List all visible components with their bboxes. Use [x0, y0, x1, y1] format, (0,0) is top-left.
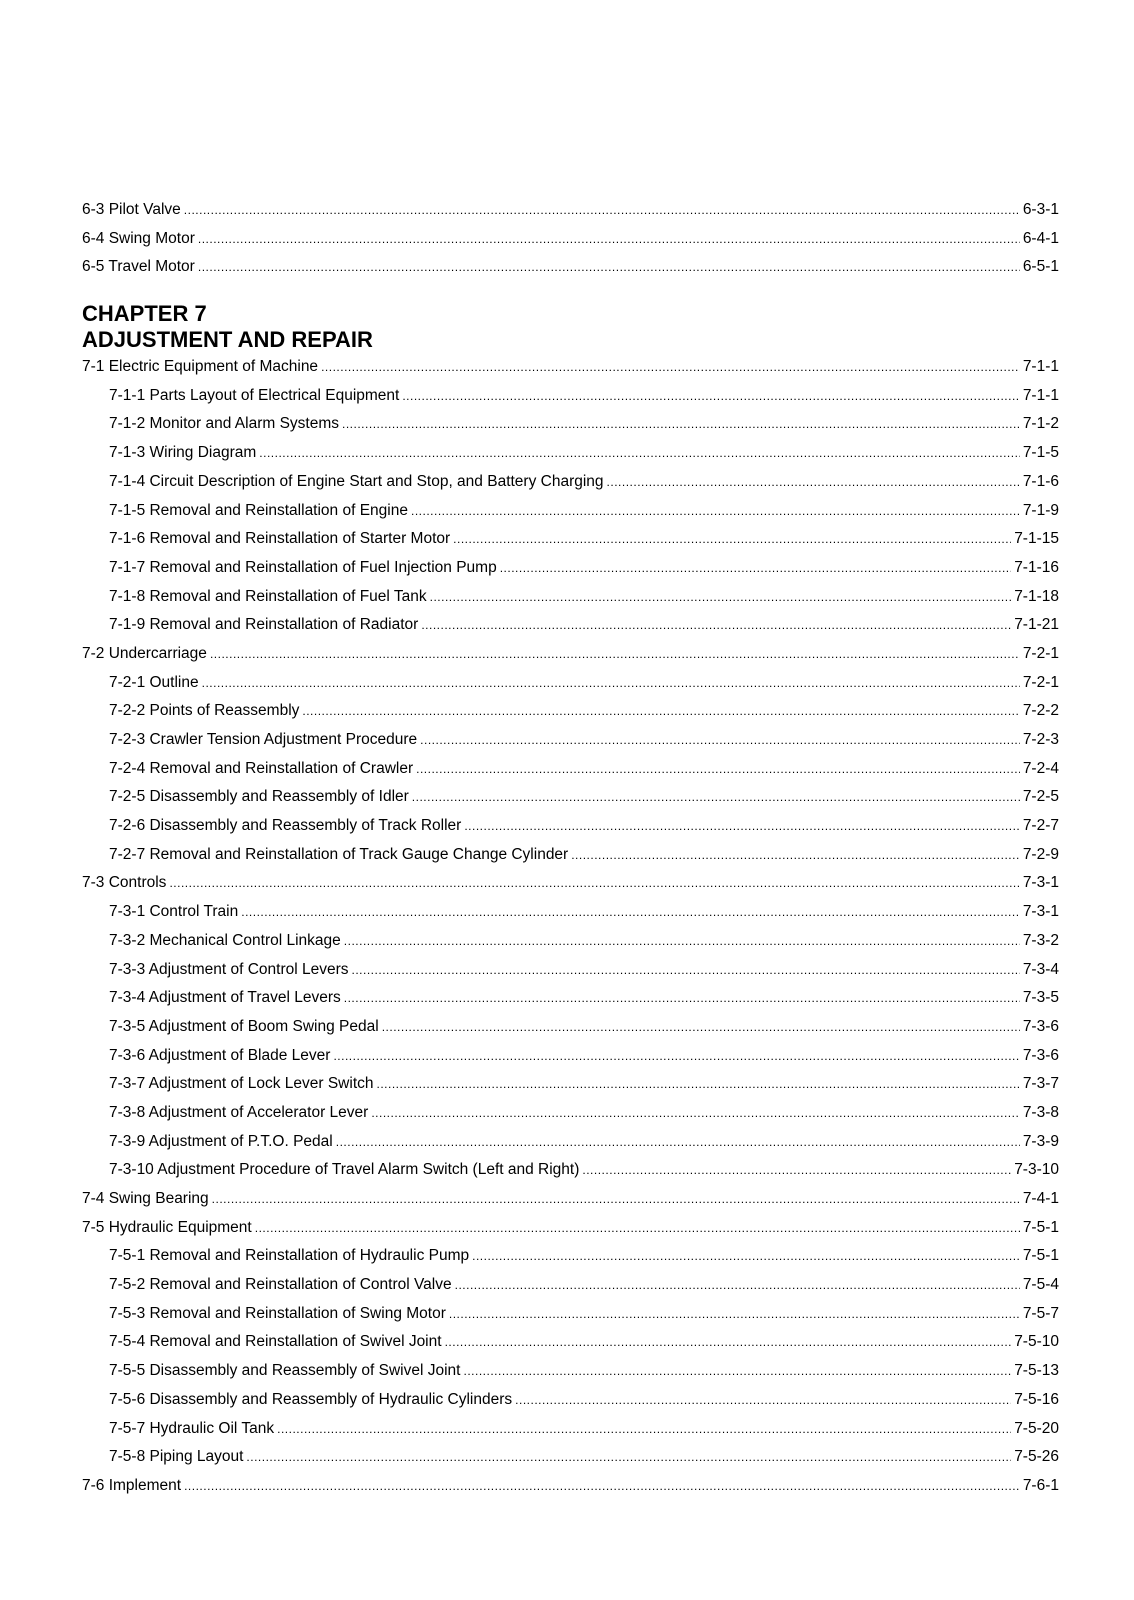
toc-entry-title: 7-1-4 Circuit Description of Engine Start and Stop, and Battery Charging	[109, 472, 604, 490]
toc-entry-title: 7-5-6 Disassembly and Reassembly of Hydraulic Cylinders	[109, 1390, 513, 1408]
toc-entry-title: 7-1-5 Removal and Reinstallation of Engine	[109, 501, 408, 519]
toc-entry[interactable]	[82, 1328, 1059, 1357]
toc-entry-page-number: 7-3-6	[1022, 1017, 1059, 1035]
toc-dot-leader	[445, 1328, 1012, 1357]
toc-entry-page-number: 7-1-5	[1022, 444, 1059, 462]
toc-entry[interactable]	[82, 1242, 1059, 1271]
toc-dot-leader	[515, 1386, 1011, 1415]
toc-entry[interactable]	[82, 898, 1059, 927]
toc-dot-leader	[582, 1156, 1011, 1185]
toc-entry[interactable]	[82, 640, 1059, 669]
toc-entry-page-number: 7-5-10	[1014, 1333, 1059, 1351]
toc-dot-leader	[472, 1242, 1020, 1271]
toc-entry-page-number: 7-4-1	[1022, 1190, 1059, 1207]
chapter-title: ADJUSTMENT AND REPAIR	[82, 327, 373, 353]
toc-entry-page-number: 7-1-21	[1014, 616, 1059, 634]
toc-entry-page-number: 7-1-9	[1022, 501, 1059, 519]
toc-entry-page-number: 7-1-6	[1022, 472, 1059, 490]
toc-entry-page-number: 7-2-2	[1022, 702, 1059, 720]
toc-dot-leader	[321, 353, 1020, 382]
table-of-contents	[82, 196, 1059, 1501]
toc-entry[interactable]	[82, 382, 1059, 411]
toc-dot-leader	[455, 1271, 1020, 1300]
toc-entry[interactable]	[82, 1472, 1059, 1501]
toc-dot-leader	[202, 669, 1020, 698]
toc-entry-page-number: 7-3-10	[1014, 1161, 1059, 1179]
toc-entry-page-number: 7-3-2	[1022, 931, 1059, 949]
toc-entry-page-number: 7-2-7	[1022, 817, 1059, 835]
toc-entry-page-number: 7-2-4	[1022, 759, 1059, 777]
toc-entry-title: 7-2-4 Removal and Reinstallation of Crawler	[109, 759, 414, 777]
toc-dot-leader	[416, 755, 1020, 784]
toc-entry-page-number: 7-3-5	[1022, 989, 1059, 1007]
toc-entry-title: 7-4 Swing Bearing	[82, 1190, 209, 1207]
toc-entry-title: 7-3 Controls	[82, 874, 167, 892]
toc-entry-title: 7-1-6 Removal and Reinstallation of Starter Motor	[109, 530, 451, 548]
toc-entry-title: 7-1-8 Removal and Reinstallation of Fuel Tank	[109, 587, 427, 605]
toc-dot-leader	[421, 611, 1011, 640]
toc-entry[interactable]	[82, 956, 1059, 985]
toc-dot-leader	[212, 1185, 1020, 1214]
toc-entry[interactable]	[82, 225, 1059, 254]
toc-entry-page-number: 7-5-20	[1014, 1419, 1059, 1437]
toc-entry-title: 7-5 Hydraulic Equipment	[82, 1218, 252, 1236]
toc-dot-leader	[246, 1443, 1011, 1472]
toc-entry-page-number: 7-1-18	[1014, 587, 1059, 605]
toc-dot-leader	[336, 1128, 1020, 1157]
toc-entry-title: 7-2-7 Removal and Reinstallation of Track Gauge Change Cylinder	[109, 845, 569, 863]
toc-entry-page-number: 7-2-1	[1022, 673, 1059, 691]
toc-entry-page-number: 7-1-2	[1022, 415, 1059, 433]
toc-entry-page-number: 7-3-6	[1022, 1046, 1059, 1064]
toc-entry-title: 7-2-6 Disassembly and Reassembly of Track Roller	[109, 817, 462, 835]
toc-dot-leader	[169, 869, 1019, 898]
toc-entry[interactable]	[82, 1271, 1059, 1300]
toc-entry-page-number: 7-2-3	[1022, 731, 1059, 748]
toc-dot-leader	[198, 225, 1020, 254]
toc-entry-title: 7-1-1 Parts Layout of Electrical Equipment	[109, 386, 400, 404]
toc-entry[interactable]	[82, 1013, 1059, 1042]
toc-entry-title: 7-3-3 Adjustment of Control Levers	[109, 960, 349, 978]
toc-entry-title: 7-1-3 Wiring Diagram	[109, 444, 257, 462]
toc-entry[interactable]	[82, 554, 1059, 583]
toc-dot-leader	[500, 554, 1011, 583]
toc-entry-title: 7-2-3 Crawler Tension Adjustment Procedure	[109, 731, 418, 748]
toc-dot-leader	[342, 410, 1020, 439]
toc-dot-leader	[371, 1099, 1019, 1128]
toc-entry-title: 7-5-2 Removal and Reinstallation of Control Valve	[109, 1276, 452, 1294]
toc-entry-page-number: 7-3-7	[1022, 1075, 1059, 1093]
toc-dot-leader	[277, 1415, 1011, 1444]
toc-entry[interactable]	[82, 1300, 1059, 1329]
toc-entry[interactable]	[82, 927, 1059, 956]
toc-entry[interactable]	[82, 1070, 1059, 1099]
toc-entry-page-number: 7-5-26	[1014, 1448, 1059, 1466]
toc-entry-page-number: 7-3-8	[1022, 1103, 1059, 1121]
toc-entry-title: 7-5-3 Removal and Reinstallation of Swing Motor	[109, 1304, 446, 1322]
toc-dot-leader	[184, 196, 1020, 225]
toc-entry[interactable]	[82, 1185, 1059, 1214]
toc-dot-leader	[255, 1214, 1020, 1243]
toc-entry[interactable]	[82, 812, 1059, 841]
toc-dot-leader	[453, 525, 1011, 554]
toc-entry-page-number: 7-1-1	[1022, 386, 1059, 404]
toc-entry[interactable]	[82, 1042, 1059, 1071]
toc-dot-leader	[241, 898, 1020, 927]
toc-entry[interactable]	[82, 497, 1059, 526]
toc-entry-page-number: 7-5-13	[1014, 1362, 1059, 1380]
toc-entry-title: 7-1-2 Monitor and Alarm Systems	[109, 415, 340, 433]
toc-dot-leader	[412, 783, 1020, 812]
toc-chapter-entries	[82, 353, 1059, 1501]
toc-entry-page-number: 7-3-1	[1022, 903, 1059, 921]
toc-entry-page-number: 7-1-15	[1014, 530, 1059, 548]
toc-dot-leader	[344, 927, 1020, 956]
toc-dot-leader	[198, 253, 1020, 282]
chapter-number: CHAPTER 7	[82, 301, 207, 327]
toc-entry[interactable]	[82, 1214, 1059, 1243]
toc-entry[interactable]	[82, 196, 1059, 225]
toc-entry[interactable]	[82, 439, 1059, 468]
toc-entry-page-number: 7-5-16	[1014, 1390, 1059, 1408]
toc-entry[interactable]	[82, 841, 1059, 870]
toc-entry-title: 7-5-7 Hydraulic Oil Tank	[109, 1419, 275, 1437]
toc-entry[interactable]	[82, 253, 1059, 282]
toc-entry-title: 7-3-9 Adjustment of P.T.O. Pedal	[109, 1132, 333, 1150]
toc-previous-chapter-entries	[82, 196, 1059, 282]
toc-dot-leader	[352, 956, 1020, 985]
toc-entry-title: 7-2-2 Points of Reassembly	[109, 702, 300, 720]
toc-entry[interactable]	[82, 869, 1059, 898]
toc-entry-page-number: 7-3-4	[1022, 960, 1059, 978]
toc-dot-leader	[430, 583, 1012, 612]
toc-entry-title: 7-3-4 Adjustment of Travel Levers	[109, 989, 341, 1007]
toc-entry-page-number: 7-2-9	[1022, 845, 1059, 863]
toc-entry-title: 7-3-2 Mechanical Control Linkage	[109, 931, 341, 949]
toc-entry[interactable]	[82, 984, 1059, 1013]
toc-entry-title: 7-5-1 Removal and Reinstallation of Hydraulic Pump	[109, 1247, 470, 1265]
toc-entry-title: 6-4 Swing Motor	[82, 229, 195, 247]
toc-dot-leader	[402, 382, 1019, 411]
toc-dot-leader	[607, 468, 1020, 497]
toc-entry-title: 7-3-10 Adjustment Procedure of Travel Alarm Switch (Left and Right)	[109, 1161, 580, 1179]
toc-entry-page-number: 7-3-1	[1022, 874, 1059, 892]
toc-entry[interactable]	[82, 697, 1059, 726]
toc-entry[interactable]	[82, 611, 1059, 640]
chapter-heading	[82, 301, 1059, 353]
toc-dot-leader	[420, 726, 1020, 755]
toc-entry-page-number: 7-2-5	[1022, 788, 1059, 806]
toc-entry-page-number: 7-5-1	[1022, 1247, 1059, 1265]
toc-entry-title: 7-1-9 Removal and Reinstallation of Radiator	[109, 616, 419, 634]
toc-dot-leader	[411, 497, 1020, 526]
toc-entry[interactable]	[82, 1357, 1059, 1386]
toc-entry[interactable]	[82, 410, 1059, 439]
toc-entry-title: 6-3 Pilot Valve	[82, 201, 181, 218]
toc-dot-leader	[333, 1042, 1019, 1071]
toc-entry-title: 7-5-5 Disassembly and Reassembly of Swivel Joint	[109, 1362, 461, 1380]
toc-dot-leader	[571, 841, 1020, 870]
toc-entry[interactable]	[82, 1128, 1059, 1157]
toc-dot-leader	[210, 640, 1020, 669]
toc-dot-leader	[449, 1300, 1020, 1329]
toc-entry-title: 7-3-1 Control Train	[109, 903, 239, 921]
toc-dot-leader	[463, 1357, 1011, 1386]
toc-entry-title: 7-1-7 Removal and Reinstallation of Fuel Injection Pump	[109, 558, 497, 576]
toc-entry-title: 7-2 Undercarriage	[82, 644, 207, 662]
toc-entry-page-number: 7-5-7	[1022, 1304, 1059, 1322]
toc-entry-title: 7-5-4 Removal and Reinstallation of Swivel Joint	[109, 1333, 442, 1351]
toc-entry-page-number: 7-1-1	[1022, 358, 1059, 376]
toc-entry[interactable]	[82, 755, 1059, 784]
toc-dot-leader	[377, 1070, 1020, 1099]
toc-entry-page-number: 6-3-1	[1022, 201, 1059, 218]
toc-entry[interactable]	[82, 726, 1059, 755]
toc-entry-page-number: 7-5-4	[1022, 1276, 1059, 1294]
toc-entry-title: 7-3-5 Adjustment of Boom Swing Pedal	[109, 1017, 379, 1035]
toc-entry[interactable]	[82, 583, 1059, 612]
toc-entry[interactable]	[82, 1099, 1059, 1128]
toc-entry-page-number: 7-6-1	[1022, 1476, 1059, 1494]
toc-entry-page-number: 7-2-1	[1022, 644, 1059, 662]
toc-entry-title: 7-6 Implement	[82, 1476, 182, 1494]
toc-dot-leader	[302, 697, 1019, 726]
toc-entry[interactable]	[82, 353, 1059, 382]
toc-entry-page-number: 7-1-16	[1014, 558, 1059, 576]
toc-entry[interactable]	[82, 1386, 1059, 1415]
toc-entry[interactable]	[82, 669, 1059, 698]
toc-entry-title: 7-3-8 Adjustment of Accelerator Lever	[109, 1103, 369, 1121]
toc-entry-title: 7-2-5 Disassembly and Reassembly of Idler	[109, 788, 409, 806]
toc-entry-title: 6-5 Travel Motor	[82, 258, 195, 276]
toc-entry-title: 7-3-7 Adjustment of Lock Lever Switch	[109, 1075, 374, 1093]
toc-dot-leader	[464, 812, 1019, 841]
toc-entry[interactable]	[82, 525, 1059, 554]
toc-entry[interactable]	[82, 1415, 1059, 1444]
toc-entry-page-number: 7-3-9	[1022, 1132, 1059, 1150]
toc-dot-leader	[259, 439, 1020, 468]
toc-entry-page-number: 7-5-1	[1022, 1218, 1059, 1236]
toc-entry-title: 7-3-6 Adjustment of Blade Lever	[109, 1046, 331, 1064]
toc-entry[interactable]	[82, 783, 1059, 812]
toc-entry-title: 7-1 Electric Equipment of Machine	[82, 358, 319, 376]
toc-entry[interactable]	[82, 1156, 1059, 1185]
toc-entry-title: 7-5-8 Piping Layout	[109, 1448, 244, 1466]
toc-entry-page-number: 6-4-1	[1022, 229, 1059, 247]
toc-dot-leader	[184, 1472, 1020, 1501]
toc-dot-leader	[344, 984, 1020, 1013]
toc-entry-title: 7-2-1 Outline	[109, 673, 199, 691]
toc-entry-page-number: 6-5-1	[1022, 258, 1059, 276]
toc-dot-leader	[382, 1013, 1020, 1042]
toc-entry[interactable]	[82, 468, 1059, 497]
toc-entry[interactable]	[82, 1443, 1059, 1472]
